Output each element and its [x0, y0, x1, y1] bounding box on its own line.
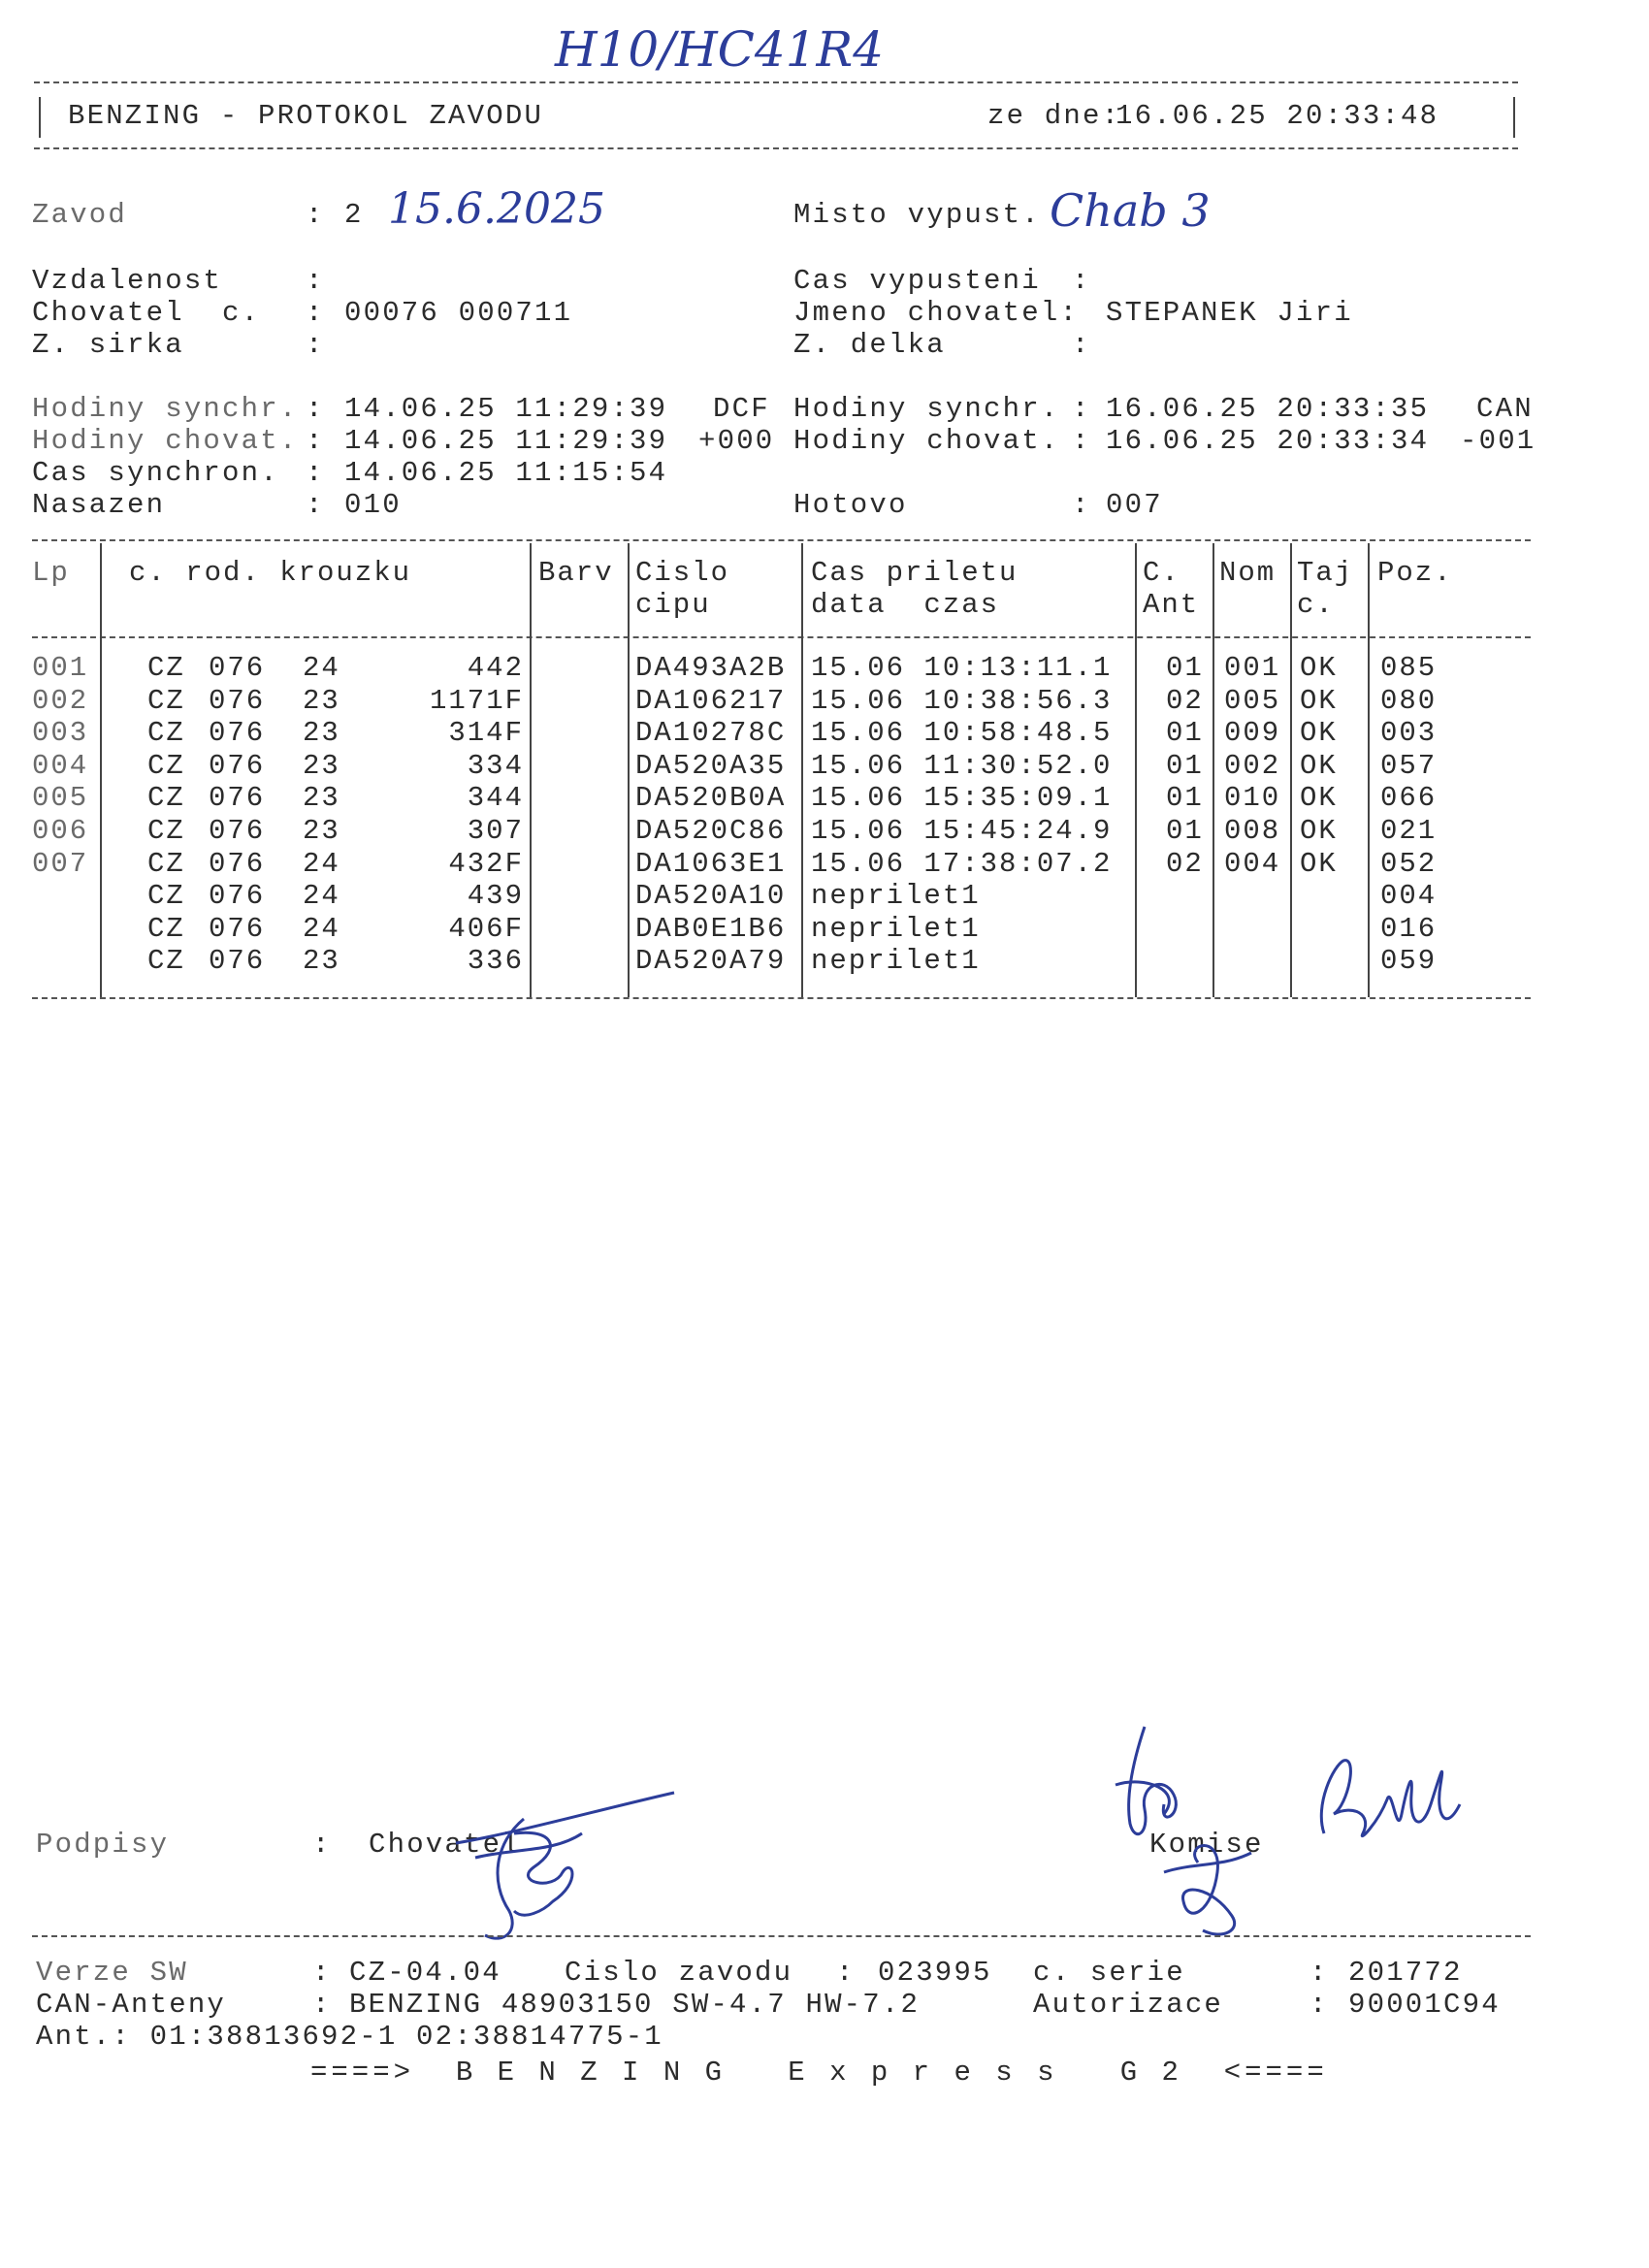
handwritten-misto: Chab 3 [1050, 184, 1211, 237]
col-sep-1 [100, 543, 102, 997]
z-delka-colon: : [1072, 329, 1091, 361]
cell-org: 076 [209, 815, 266, 847]
cell-nom: 005 [1224, 684, 1281, 717]
left-chovat-label: Hodiny chovat. [32, 425, 299, 457]
right-chovat-value: 16.06.25 20:33:34 [1106, 425, 1430, 457]
z-sirka-label: Z. sirka [32, 329, 184, 361]
jmeno-label: Jmeno chovatel: [793, 297, 1080, 329]
cell-nom: 001 [1224, 652, 1281, 684]
cell-num: 1171F [429, 684, 524, 717]
cell-poz: 004 [1380, 880, 1438, 913]
cell-time: neprilet1 [811, 945, 981, 978]
autorizace-value: 90001C94 [1348, 1989, 1501, 2021]
cell-chip: DA520A79 [635, 945, 787, 978]
cas-vypusteni-label: Cas vypusteni [793, 265, 1041, 297]
report-date-value: 16.06.25 20:33:48 [1116, 100, 1439, 132]
cell-lp: 002 [32, 684, 89, 717]
cell-time: 15.06 10:58:48.5 [811, 717, 1113, 750]
chovatel-c-colon: : [306, 297, 325, 329]
cell-ant: 01 [1166, 749, 1204, 782]
cell-cz: CZ [147, 717, 185, 750]
cell-chip: DA520C86 [635, 815, 787, 847]
cell-cz: CZ [147, 652, 185, 684]
cell-time: neprilet1 [811, 912, 981, 945]
cell-num: 344 [467, 782, 524, 815]
can-colon: : [312, 1989, 332, 2021]
cell-chip: DA106217 [635, 684, 787, 717]
cell-poz: 021 [1380, 815, 1438, 847]
cell-org: 076 [209, 684, 266, 717]
vzdalenost-colon: : [306, 265, 325, 297]
col-sep-3 [628, 543, 630, 997]
z-sirka-colon: : [306, 329, 325, 361]
serie-value: 201772 [1348, 1957, 1463, 1989]
cell-chip: DA520A10 [635, 880, 787, 913]
header-barv: Barv [538, 557, 614, 589]
handwritten-top-note: H10/HC41R4 [555, 21, 885, 78]
hotovo-value: 007 [1106, 489, 1163, 521]
cell-chip: DA493A2B [635, 652, 787, 684]
verze-label: Verze SW [36, 1957, 188, 1989]
header-ant-1: C. [1143, 557, 1180, 589]
cell-ant: 01 [1166, 782, 1204, 815]
cell-org: 076 [209, 912, 266, 945]
left-chovat-value: 14.06.25 11:29:39 [344, 425, 668, 457]
col-sep-6 [1212, 543, 1214, 997]
cell-yr: 23 [303, 749, 340, 782]
header-cas-2: data czas [811, 589, 1000, 621]
cell-yr: 23 [303, 717, 340, 750]
header-taj-1: Taj [1297, 557, 1354, 589]
zavod-value: 2 [344, 199, 364, 231]
header-cislo-1: Cislo [635, 557, 730, 589]
verze-colon: : [312, 1957, 332, 1989]
cell-org: 076 [209, 717, 266, 750]
cell-yr: 23 [303, 782, 340, 815]
autorizace-colon: : [1310, 1989, 1329, 2021]
cislo-zavodu-label: Cislo zavodu [565, 1957, 793, 1989]
left-sync-label: Hodiny synchr. [32, 393, 299, 425]
right-sync-src: CAN [1476, 393, 1534, 425]
cell-num: 334 [467, 749, 524, 782]
report-date-label: ze dne: [987, 100, 1121, 132]
header-border-bottom [34, 147, 1518, 149]
header-krouzek: c. rod. krouzku [129, 557, 412, 589]
cell-cz: CZ [147, 815, 185, 847]
misto-label: Misto vypust. [793, 199, 1041, 231]
cell-lp: 006 [32, 815, 89, 847]
cell-num: 432F [448, 847, 524, 880]
cell-lp: 007 [32, 847, 89, 880]
col-sep-5 [1135, 543, 1137, 997]
header-border-right [1513, 97, 1515, 138]
header-taj-2: c. [1297, 589, 1335, 621]
cell-nom: 009 [1224, 717, 1281, 750]
cell-time: neprilet1 [811, 880, 981, 913]
cell-num: 442 [467, 652, 524, 684]
cell-org: 076 [209, 880, 266, 913]
cell-num: 439 [467, 880, 524, 913]
cislo-zavodu-colon: : [836, 1957, 856, 1989]
cell-time: 15.06 15:35:09.1 [811, 782, 1113, 815]
left-chovat-diff: +000 [698, 425, 775, 457]
cas-sync-label: Cas synchron. [32, 457, 279, 489]
cell-nom: 004 [1224, 847, 1281, 880]
cell-num: 314F [448, 717, 524, 750]
cell-yr: 24 [303, 847, 340, 880]
cell-poz: 080 [1380, 684, 1438, 717]
chovatel-signature-label: Chovatel [369, 1829, 521, 1861]
table-border-bottom [32, 997, 1531, 999]
podpisy-label: Podpisy [36, 1829, 170, 1861]
cell-lp: 001 [32, 652, 89, 684]
cell-lp: 004 [32, 749, 89, 782]
col-sep-4 [801, 543, 803, 997]
komise-signature-1 [1106, 1717, 1271, 1950]
cell-chip: DAB0E1B6 [635, 912, 787, 945]
footer-separator [32, 1935, 1531, 1937]
header-border-top [34, 81, 1518, 83]
cell-yr: 23 [303, 815, 340, 847]
autorizace-label: Autorizace [1033, 1989, 1224, 2021]
cell-taj: OK [1300, 815, 1338, 847]
komise-signature-2 [1305, 1746, 1470, 1853]
cell-taj: OK [1300, 652, 1338, 684]
left-sync-colon: : [306, 393, 325, 425]
verze-value: CZ-04.04 [349, 1957, 501, 1989]
col-sep-7 [1290, 543, 1292, 997]
cell-ant: 02 [1166, 847, 1204, 880]
header-cislo-2: cipu [635, 589, 711, 621]
header-poz: Poz. [1377, 557, 1453, 589]
cell-chip: DA520A35 [635, 749, 787, 782]
jmeno-value: STEPANEK Jiri [1106, 297, 1353, 329]
cell-num: 336 [467, 945, 524, 978]
vzdalenost-label: Vzdalenost [32, 265, 223, 297]
cas-vypusteni-colon: : [1072, 265, 1091, 297]
podpisy-colon: : [312, 1829, 332, 1861]
cell-ant: 01 [1166, 652, 1204, 684]
right-chovat-label: Hodiny chovat. [793, 425, 1060, 457]
cell-taj: OK [1300, 782, 1338, 815]
serie-colon: : [1310, 1957, 1329, 1989]
cell-chip: DA10278C [635, 717, 787, 750]
cell-chip: DA520B0A [635, 782, 787, 815]
right-sync-label: Hodiny synchr. [793, 393, 1060, 425]
nasazen-value: 010 [344, 489, 402, 521]
cell-cz: CZ [147, 945, 185, 978]
cell-taj: OK [1300, 684, 1338, 717]
chovatel-c-value: 00076 000711 [344, 297, 573, 329]
cislo-zavodu-value: 023995 [878, 1957, 992, 1989]
z-delka-label: Z. delka [793, 329, 946, 361]
right-chovat-diff: -001 [1460, 425, 1536, 457]
right-chovat-colon: : [1072, 425, 1091, 457]
zavod-label: Zavod [32, 199, 128, 231]
header-ant-2: Ant [1143, 589, 1200, 621]
cell-nom: 010 [1224, 782, 1281, 815]
cell-poz: 003 [1380, 717, 1438, 750]
serie-label: c. serie [1033, 1957, 1185, 1989]
cell-org: 076 [209, 945, 266, 978]
table-border-top [32, 539, 1531, 541]
cell-cz: CZ [147, 782, 185, 815]
cell-cz: CZ [147, 880, 185, 913]
cell-time: 15.06 17:38:07.2 [811, 847, 1113, 880]
header-nom: Nom [1219, 557, 1277, 589]
cell-yr: 24 [303, 880, 340, 913]
cas-sync-colon: : [306, 457, 325, 489]
cell-taj: OK [1300, 847, 1338, 880]
cell-org: 076 [209, 749, 266, 782]
cell-taj: OK [1300, 717, 1338, 750]
report-title: BENZING - PROTOKOL ZAVODU [68, 100, 544, 132]
cell-yr: 23 [303, 684, 340, 717]
cell-time: 15.06 15:45:24.9 [811, 815, 1113, 847]
cell-num: 307 [467, 815, 524, 847]
cell-ant: 01 [1166, 717, 1204, 750]
zavod-colon: : [306, 199, 325, 231]
header-lp: Lp [32, 557, 70, 589]
cell-poz: 052 [1380, 847, 1438, 880]
cell-lp: 003 [32, 717, 89, 750]
cell-poz: 016 [1380, 912, 1438, 945]
cell-org: 076 [209, 847, 266, 880]
benzing-banner: ====> B E N Z I N G E x p r e s s G 2 <==== [310, 2057, 1328, 2089]
nasazen-colon: : [306, 489, 325, 521]
can-label: CAN-Anteny [36, 1989, 227, 2021]
cas-sync-value: 14.06.25 11:15:54 [344, 457, 668, 489]
cell-time: 15.06 11:30:52.0 [811, 749, 1113, 782]
cell-time: 15.06 10:13:11.1 [811, 652, 1113, 684]
left-sync-value: 14.06.25 11:29:39 [344, 393, 668, 425]
cell-chip: DA1063E1 [635, 847, 787, 880]
nasazen-label: Nasazen [32, 489, 166, 521]
cell-org: 076 [209, 782, 266, 815]
header-border-left [39, 97, 41, 138]
cell-time: 15.06 10:38:56.3 [811, 684, 1113, 717]
cell-ant: 02 [1166, 684, 1204, 717]
chovatel-signature [456, 1775, 689, 1950]
right-sync-value: 16.06.25 20:33:35 [1106, 393, 1430, 425]
ant-line: Ant.: 01:38813692-1 02:38814775-1 [36, 2021, 663, 2053]
cell-nom: 008 [1224, 815, 1281, 847]
can-value: BENZING 48903150 SW-4.7 HW-7.2 [349, 1989, 921, 2021]
cell-yr: 24 [303, 912, 340, 945]
cell-cz: CZ [147, 912, 185, 945]
cell-yr: 24 [303, 652, 340, 684]
left-chovat-colon: : [306, 425, 325, 457]
cell-poz: 066 [1380, 782, 1438, 815]
cell-cz: CZ [147, 847, 185, 880]
cell-poz: 059 [1380, 945, 1438, 978]
cell-taj: OK [1300, 749, 1338, 782]
cell-poz: 085 [1380, 652, 1438, 684]
header-cas-1: Cas priletu [811, 557, 1018, 589]
chovatel-c-label: Chovatel c. [32, 297, 261, 329]
cell-nom: 002 [1224, 749, 1281, 782]
cell-num: 406F [448, 912, 524, 945]
col-sep-2 [530, 543, 532, 997]
handwritten-zavod-date: 15.6.2025 [388, 184, 605, 234]
col-sep-8 [1368, 543, 1370, 997]
cell-ant: 01 [1166, 815, 1204, 847]
komise-signature-label: Komise [1149, 1829, 1264, 1861]
cell-cz: CZ [147, 749, 185, 782]
cell-cz: CZ [147, 684, 185, 717]
left-sync-src: DCF [713, 393, 770, 425]
cell-poz: 057 [1380, 749, 1438, 782]
right-sync-colon: : [1072, 393, 1091, 425]
hotovo-label: Hotovo [793, 489, 908, 521]
table-header-separator [32, 636, 1531, 638]
cell-lp: 005 [32, 782, 89, 815]
hotovo-colon: : [1072, 489, 1091, 521]
cell-org: 076 [209, 652, 266, 684]
cell-yr: 23 [303, 945, 340, 978]
